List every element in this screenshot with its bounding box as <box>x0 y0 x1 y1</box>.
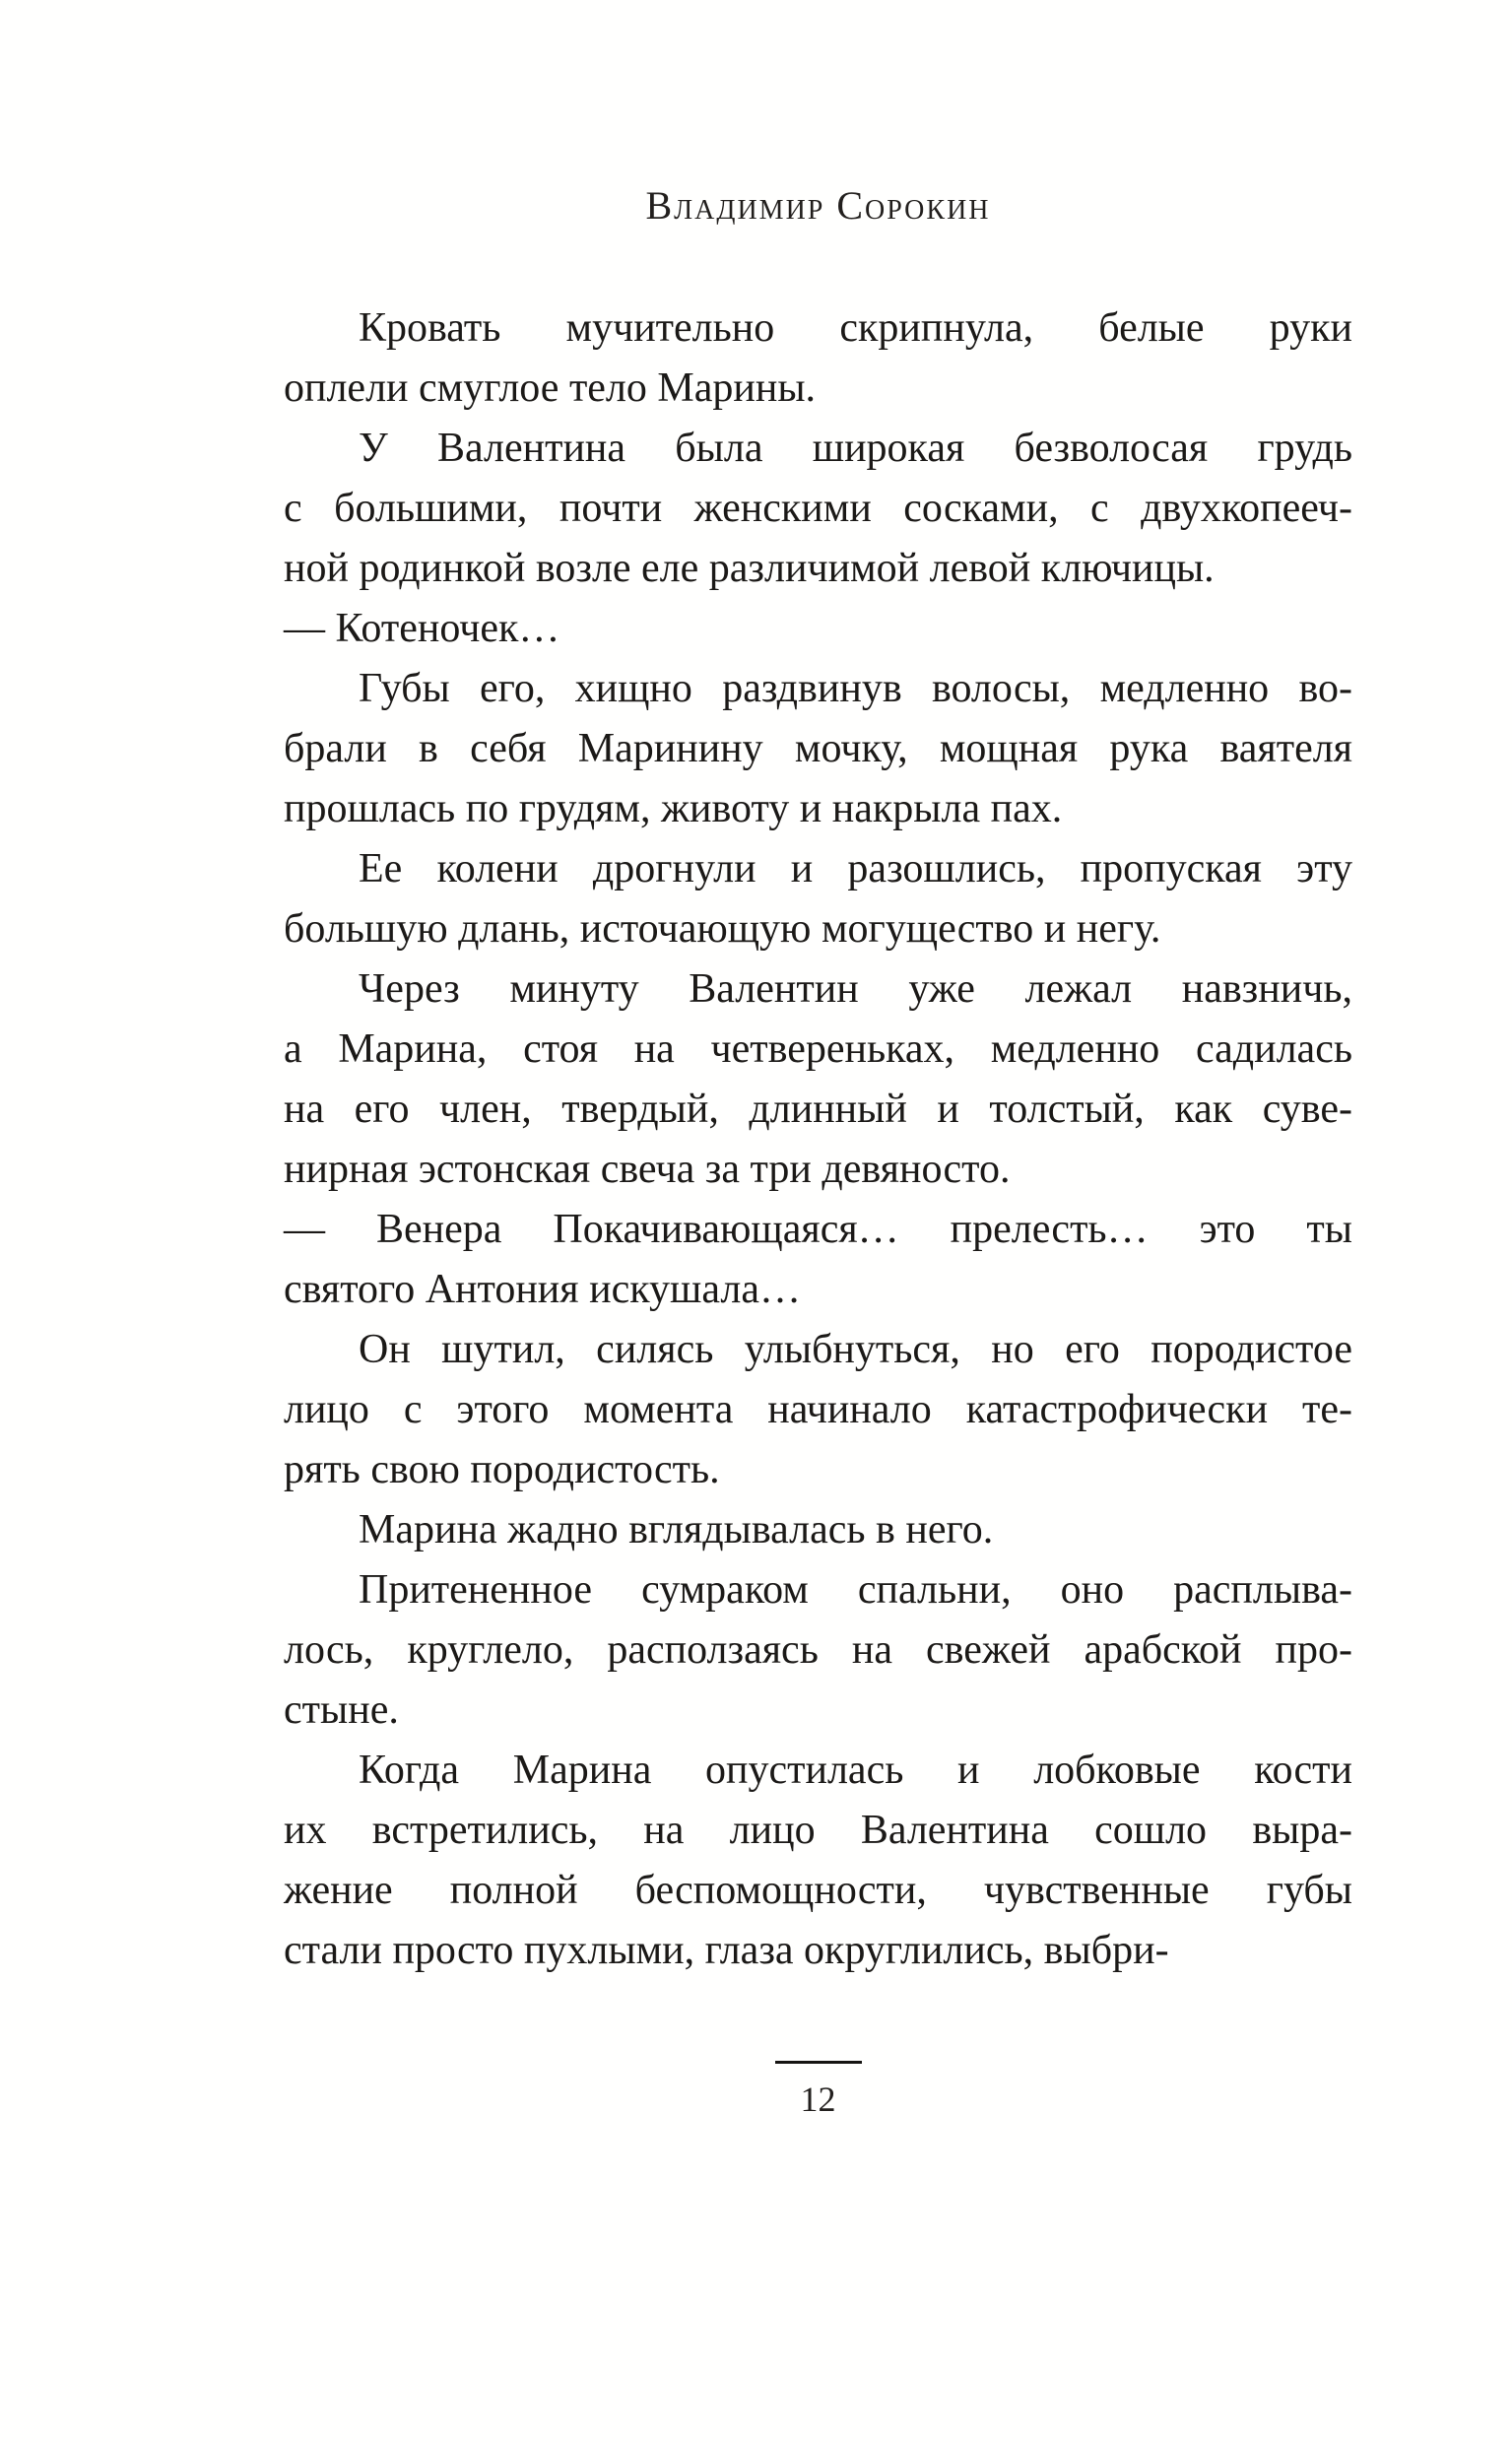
text-line: Через минуту Валентин уже лежал навзничь, <box>359 966 1352 1012</box>
text-line: Кровать мучительно скрипнула, белые руки <box>359 305 1352 351</box>
text-line: большую длань, источающую могущество и негу. <box>284 906 1161 952</box>
text-block <box>284 0 1352 2443</box>
text-line: рять свою породистость. <box>284 1447 720 1492</box>
text-line: лицо с этого момента начинало катастрофически те- <box>284 1387 1352 1432</box>
text-line: оплели смуглое тело Марины. <box>284 365 817 411</box>
text-line: прошлась по грудям, животу и накрыла пах. <box>284 786 1063 831</box>
text-line: жение полной беспомощности, чувственные губы <box>284 1868 1352 1913</box>
text-line: лось, круглело, расползаясь на свежей арабской про- <box>284 1627 1352 1673</box>
text-line: стыне. <box>284 1687 399 1733</box>
paragraph <box>284 599 1352 659</box>
paragraph <box>284 959 1352 1200</box>
paragraph <box>284 1200 1352 1320</box>
text-line: Губы его, хищно раздвинув волосы, медленно во- <box>359 666 1352 711</box>
page-number: 12 <box>800 2080 836 2119</box>
paragraph <box>284 419 1352 599</box>
text-line: Он шутил, силясь улыбнуться, но его породистое <box>359 1327 1352 1372</box>
text-line: на его член, твердый, длинный и толстый, как суве- <box>284 1087 1352 1132</box>
paragraph <box>284 1560 1352 1741</box>
running-head: Владимир Сорокин <box>645 183 991 228</box>
paragraph <box>284 659 1352 839</box>
paragraph <box>284 839 1352 959</box>
text-line: святого Антония искушала… <box>284 1267 801 1312</box>
paragraph <box>284 1500 1352 1560</box>
text-line: Марина жадно вглядывалась в него. <box>359 1507 994 1552</box>
text-line: У Валентина была широкая безволосая грудь <box>359 426 1352 471</box>
text-line: Ее колени дрогнули и разошлись, пропуская эту <box>359 846 1352 891</box>
text-line: а Марина, стоя на четвереньках, медленно садилась <box>284 1026 1352 1072</box>
text-line: нирная эстонская свеча за три девяносто. <box>284 1147 1011 1192</box>
paragraph <box>284 298 1352 419</box>
text-line: Притененное сумраком спальни, оно расплыва- <box>359 1567 1352 1613</box>
text-line: их встретились, на лицо Валентина сошло выра- <box>284 1808 1352 1853</box>
text-line: — Котеночек… <box>284 606 560 651</box>
text-line: Когда Марина опустилась и лобковые кости <box>359 1748 1352 1793</box>
text-line: стали просто пухлыми, глаза округлились, выбри- <box>284 1928 1169 1973</box>
text-line: ной родинкой возле еле различимой левой ключицы. <box>284 546 1215 591</box>
text-line: с большими, почти женскими сосками, с двухкопееч- <box>284 486 1352 531</box>
body-text <box>284 298 1352 1981</box>
text-line: брали в себя Маринину мочку, мощная рука ваятеля <box>284 726 1352 771</box>
text-line: — Венера Покачивающаяся… прелесть… это ты <box>284 1207 1352 1252</box>
paragraph <box>284 1741 1352 1981</box>
footer-rule <box>775 2061 862 2064</box>
paragraph <box>284 1320 1352 1500</box>
